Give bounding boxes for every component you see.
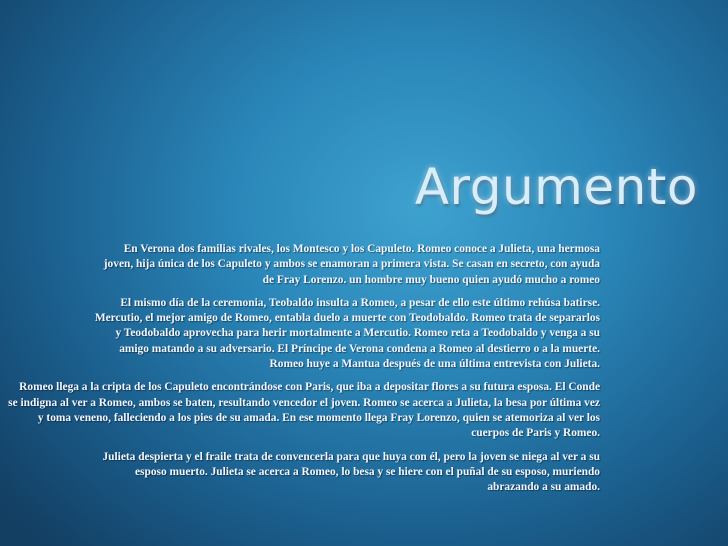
paragraph-2: El mismo día de la ceremonia, Teobaldo insulta a Romeo, a pesar de ello este último rehúsa batirse. Mercutio, el mejor amigo de Romeo, entabla duelo a muerte con Teodobaldo. Romeo trata de separarlos y Teodobaldo aprovecha para herir mortalmente a Mercutio. Romeo reta a Teodobaldo y venga a su amigo matando a su adversario. El Príncipe de Verona condena a Romeo al destierro o a la muerte. Romeo huye a Mantua después de una última entrevista con Julieta. — [94, 296, 600, 371]
paragraph-1: En Verona dos familias rivales, los Montesco y los Capuleto. Romeo conoce a Julieta, una hermosa joven, hija única de los Capuleto y ambos se enamoran a primera vista. Se casan en secreto, con ayuda de Fray Lorenzo. un hombre muy bueno quien ayudó mucho a romeo — [103, 243, 600, 286]
paragraph-3: Romeo llega a la cripta de los Capuleto encontrándose con Paris, que iba a depositar flores a su futura esposa. El Conde se indigna al ver a Romeo, ambos se baten, resultando vencedor el joven. Romeo se acerca a Julieta, la besa por última vez y toma veneno, falleciendo a los pies de su amada. En ese momento llega Fray Lorenzo, quien se atemoriza al ver los cuerpos de Paris y Romeo. — [8, 381, 600, 440]
paragraph-4: Julieta despierta y el fraile trata de convencerla para que huya con él, pero la joven se niega al ver a su esposo muerto. Julieta se acerca a Romeo, lo besa y se hiere con el puñal de su esposo, muriendo abrazando a su amado. — [102, 450, 600, 494]
slide-body — [8, 242, 600, 503]
slide-title: Argumento — [414, 158, 698, 216]
